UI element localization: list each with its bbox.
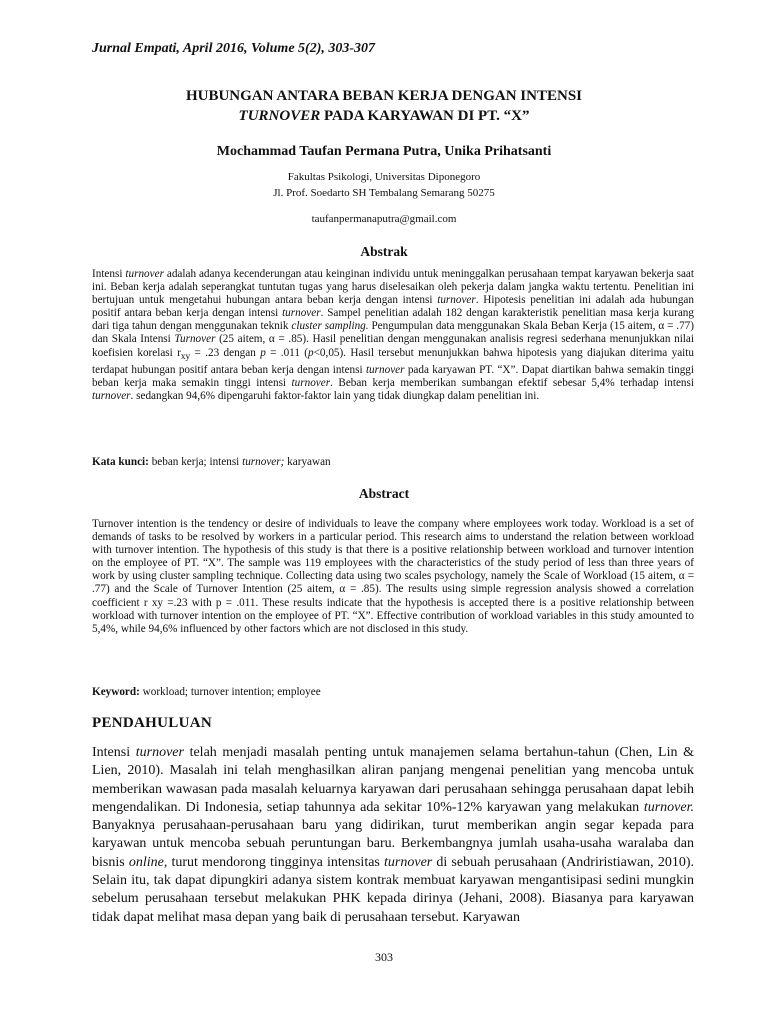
author-email: taufanpermanaputra@gmail.com — [311, 213, 457, 225]
abstract-text: Turnover intention is the tendency or desire of individuals to leave the company where employees work today. Workload is a set of demands of tasks to be resolved by workers in a particular period. This research aims to understand the relation between workload with turnover intention. The hypothesis of this study is that there is a positive relationship between workload and turnover intention on the employee of PT. “X”. The sample was 119 employees with the characteristics of the study period of less than three years of work by using cluster sampling technique. Collecting data using two scales psychology, namely the Scale of Workload (15 aitem, α = .77) and the Scale of Turnover Intention (25 aitem, α = .85). The results using simple regression analysis showed a correlation coefficient r xy =.23 with p = .011. These results indicate that the hypothesis is accepted there is a positive relationship between workload with turnover intention on the employee of PT. “X”. Effective contribution of workload variables in this study amounted to 5,4%, while 94,6% influenced by other factors which are not disclosed in this study. — [92, 518, 694, 635]
affiliation-line-2: Jl. Prof. Soedarto SH Tembalang Semarang 50275 — [273, 187, 495, 199]
keyword-label: Keyword: — [92, 686, 140, 698]
title-line-1: HUBUNGAN ANTARA BEBAN KERJA DENGAN INTENSI — [185, 88, 583, 104]
page-number: 303 — [375, 950, 393, 964]
pendahuluan-text: Intensi turnover telah menjadi masalah penting untuk manajemen selama bertahun-tahun (Chen, Lin & Lien, 2010). Masalah ini telah menghasilkan aliran panjang mengenai penelitian yang mencoba untuk memberikan wawasan pada masalah keluarnya karyawan dari perusahaan sehingga perusahaan dapat lebih mengendalikan. Di Indonesia, setiap tahunnya ada sekitar 10%-12% karyawan yang melakukan turnover. Banyaknya perusahaan-perusahaan baru yang didirikan, turut memberikan angin segar kepada para karyawan untuk mencoba sebuah peruntungan baru. Berkembangnya jumlah usaha-usaha waralaba dan bisnis online, turut mendorong tingginya intensitas turnover di sebuah perusahaan (Andriristiawan, 2010). Selain itu, tak dapat dipungkiri adanya sistem kontrak membuat karyawan mengantisipasi sedini mungkin sebelum perusahaan tersebut melakukan PHK kepada dirinya (Jehani, 2008). Biasanya para karyawan tidak dapat melihat masa depan yang baik di perusahaan tersebut. Karyawan — [92, 745, 694, 925]
affiliation-line-1: Fakultas Psikologi, Universitas Diponegoro — [287, 171, 481, 183]
pendahuluan-heading: PENDAHULUAN — [92, 715, 212, 731]
keyword-line: Keyword: workload; turnover intention; employee — [92, 686, 321, 698]
abstract-heading: Abstract — [358, 486, 410, 501]
affiliation — [0, 169, 768, 201]
author-list: Mochammad Taufan Permana Putra, Unika Prihatsanti — [216, 144, 552, 159]
kata-kunci: Kata kunci: beban kerja; intensi turnover; karyawan — [92, 456, 331, 468]
journal-citation: Jurnal Empati, April 2016, Volume 5(2), 303-307 — [92, 41, 376, 56]
abstrak-heading: Abstrak — [360, 244, 408, 259]
title-line-2 — [0, 106, 768, 126]
title-line-2-rest: PADA KARYAWAN DI PT. “X” — [320, 108, 530, 124]
abstrak-text: Intensi turnover adalah adanya kecenderungan atau keinginan individu untuk meninggalkan perusahaan tempat karyawan bekerja saat ini. Beban kerja adalah seperangkat tuntutan tugas yang harus diselesaikan oleh pekerja dalam jangka waktu tertentu. Penelitian ini bertujuan untuk mengetahui hubungan antara beban kerja dengan intensi turnover. Hipotesis penelitian ini adalah ada hubungan positif antara beban kerja dengan intensi turnover. Sampel penelitian adalah 182 dengan karakteristik penelitian masa kerja kurang dari tiga tahun dengan menggunakan teknik cluster sampling. Pengumpulan data menggunakan Skala Beban Kerja (15 aitem, α = .77) dan Skala Intensi Turnover (25 aitem, α = .85). Hasil penelitian dengan menggunakan analisis regresi sederhana menunjukkan nilai koefisien korelasi $r_{xy} = .23$ dengan p = .011 (p<0,05). Hasil tersebut menunjukkan bahwa hipotesis yang diajukan diterima yaitu terdapat hubungan positif antara beban kerja dengan intensi turnover pada karyawan PT. “X”. Dapat diartikan bahwa semakin tinggi beban kerja maka semakin tinggi intensi turnover. Beban kerja memberikan sumbangan efektif sebesar 5,4% terhadap intensi turnover. sedangkan 94,6% dipengaruhi faktor-faktor lain yang tidak diungkap dalam penelitian ini. — [92, 268, 695, 403]
article-title — [0, 86, 768, 126]
kata-kunci-label: Kata kunci: — [92, 456, 149, 468]
title-italic-word: TURNOVER — [238, 108, 321, 124]
